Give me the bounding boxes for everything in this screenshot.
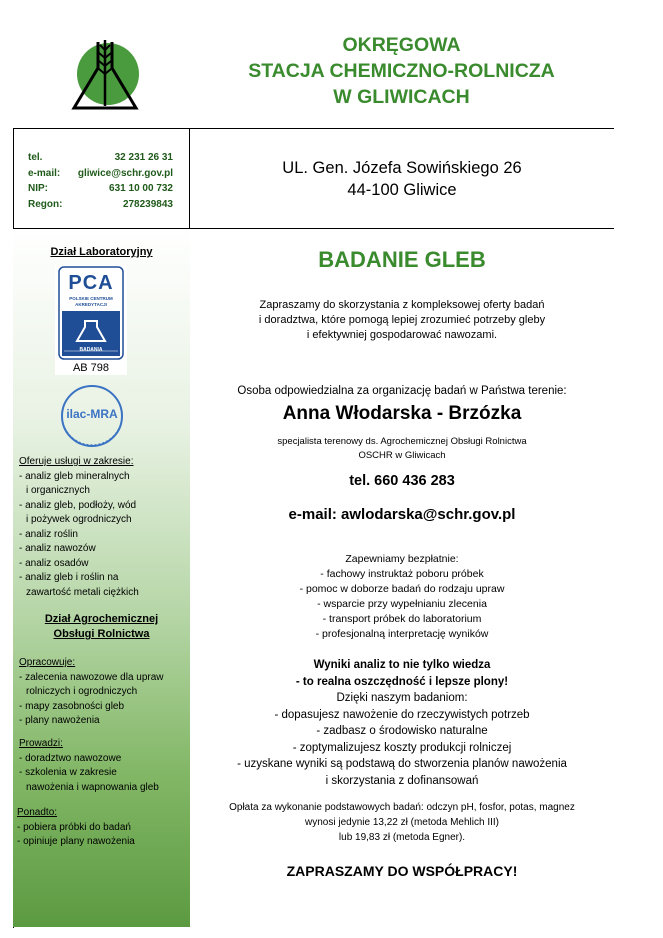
ilac-badge [57,384,127,448]
contact-value: 278239843 [122,198,173,210]
list-item: - fachowy instruktaż poboru próbek [320,568,484,580]
pca-badge [55,265,127,375]
address-street: UL. Gen. Józefa Sowińskiego 26 [282,159,522,177]
list-item: - opiniuje plany nawożenia [17,836,135,847]
benefits-section [190,657,614,789]
opracowuje-section [19,656,187,729]
contact-row-email [28,166,173,182]
pca-brand: PCA [68,272,114,294]
contact-label: tel. [28,152,43,163]
list-item: Dzięki naszym badaniom: [336,692,468,704]
list-item: i pożywek ogrodniczych [26,514,132,525]
list-item: nawożenia i wapnowania gleb [26,781,159,793]
list-item: - analiz nawozów [19,543,96,554]
role-line: OSCHR w Gliwicach [358,449,446,461]
list-item: - dopasujesz nawożenie do rzeczywistych potrzeb [274,708,530,721]
pricing-line: wynosi jedynie 13,22 zł (metoda Mehlich III) [305,817,499,828]
list-item: - analiz roślin [19,528,78,540]
list-item: - pomoc w doborze badań do rodzaju upraw [299,583,505,595]
intro-line: i efektywniej gospodarować nawozami. [306,329,498,341]
contact-email[interactable]: e-mail: awlodarska@schr.gov.pl [288,506,516,523]
contact-row-nip [28,181,173,197]
pca-number: AB 798 [72,362,110,374]
pricing-line: lub 19,83 zł (metoda Egner). [338,832,466,843]
contact-label: Regon: [28,198,63,210]
title-line-3: W GLIWICACH [333,86,470,108]
opracowuje-title: Opracowuje: [19,657,76,668]
free-services-title: Zapewniamy bezpłatnie: [345,553,459,565]
list-item: - transport próbek do laboratorium [322,613,482,625]
list-item: - analiz gleb mineralnych [19,470,130,482]
agro-heading-line-2: Obsługi Rolnictwa [53,628,150,640]
ilac-brand: ilac-MRA [66,407,118,421]
title-line-2: STACJA CHEMICZNO-ROLNICZA [248,60,555,82]
contact-person-role [190,435,614,462]
contact-person-name: Anna Włodarska - Brzózka [282,403,522,424]
station-logo [70,38,140,112]
list-item: - zadbasz o środowisko naturalne [316,725,488,737]
list-item: - plany nawożenia [19,715,100,726]
page-title: BADANIE GLEB [318,247,486,272]
contact-phone[interactable]: tel. 660 436 283 [349,473,455,489]
contact-label: e-mail: [28,167,61,179]
list-item: - pobiera próbki do badań [17,821,131,833]
contact-value: 32 231 26 31 [114,152,173,163]
list-item: i organicznych [26,485,90,496]
pricing-line: Opłata za wykonanie podstawowych badań: odczyn pH, fosfor, potas, magnez [229,802,575,813]
agro-department-heading [13,612,190,642]
wheat-flask-logo-icon [70,38,140,112]
contact-value[interactable]: gliwice@schr.gov.pl [77,167,173,179]
prowadzi-section [19,737,187,795]
ponadto-title: Ponadto: [17,807,58,818]
lab-department-heading: Dział Laboratoryjny [50,246,153,258]
list-item: - analiz gleb, podłoży, wód [19,499,137,511]
intro-text [190,298,614,343]
offer-title: Oferuje usługi w zakresie: [19,456,134,467]
pca-name-line-2: AKREDYTACJI [75,302,107,307]
list-item: - mapy zasobności gleb [19,700,125,712]
prowadzi-title: Prowadzi: [19,738,63,749]
pca-badania: BADANIA [79,347,103,353]
role-line: specjalista terenowy ds. Agrochemicznej Obsługi Rolnictwa [277,436,527,447]
agro-heading-line-1: Dział Agrochemicznej [44,613,159,625]
pricing-section [190,800,614,845]
list-item: - zoptymalizujesz koszty produkcji rolniczej [292,741,512,754]
benefits-headline: Wyniki analiz to nie tylko wiedza [313,659,491,671]
list-item: zawartość metali ciężkich [26,586,139,598]
intro-line: i doradztwa, które pomogą lepiej zrozumieć potrzeby gleby [258,314,546,326]
list-item: rolniczych i ogrodniczych [26,686,138,697]
free-services-section [190,552,614,642]
title-line-1: OKRĘGOWA [342,34,461,56]
pca-name-line-1: POLSKIE CENTRUM [69,296,113,301]
contact-row-regon [28,197,173,213]
benefits-headline: - to realna oszczędność i lepsze plony! [295,675,509,688]
list-item: - doradztwo nawozowe [19,752,122,764]
list-item: - szkolenia w zakresie [19,767,117,778]
list-item: - profesjonalną interpretację wyników [315,628,489,640]
list-item: i skorzystania z dofinansowań [325,774,479,787]
list-item: - zalecenia nawozowe dla upraw [19,671,164,683]
address-city: 44-100 Gliwice [347,181,457,199]
contact-value: 631 10 00 732 [109,183,173,194]
station-title [200,32,603,110]
intro-line: Zapraszamy do skorzystania z kompleksowej oferty badań [259,299,545,311]
list-item: - analiz gleb i roślin na [19,572,119,583]
address-block [190,157,614,201]
ponadto-section [17,806,185,850]
contact-label: NIP: [28,183,48,194]
list-item: - wsparcie przy wypełnianiu zlecenia [317,598,487,610]
list-item: - analiz osadów [19,557,89,569]
divider-top [13,128,614,129]
contact-row-tel [28,150,173,166]
contact-person-intro: Osoba odpowiedzialna za organizację badań w Państwa terenie: [237,385,567,397]
list-item: - uzyskane wyniki są podstawą do stworzenia planów nawożenia [237,758,567,770]
closing-invitation: ZAPRASZAMY DO WSPÓŁPRACY! [286,863,518,879]
contact-block [28,150,173,212]
offer-section [19,455,187,600]
